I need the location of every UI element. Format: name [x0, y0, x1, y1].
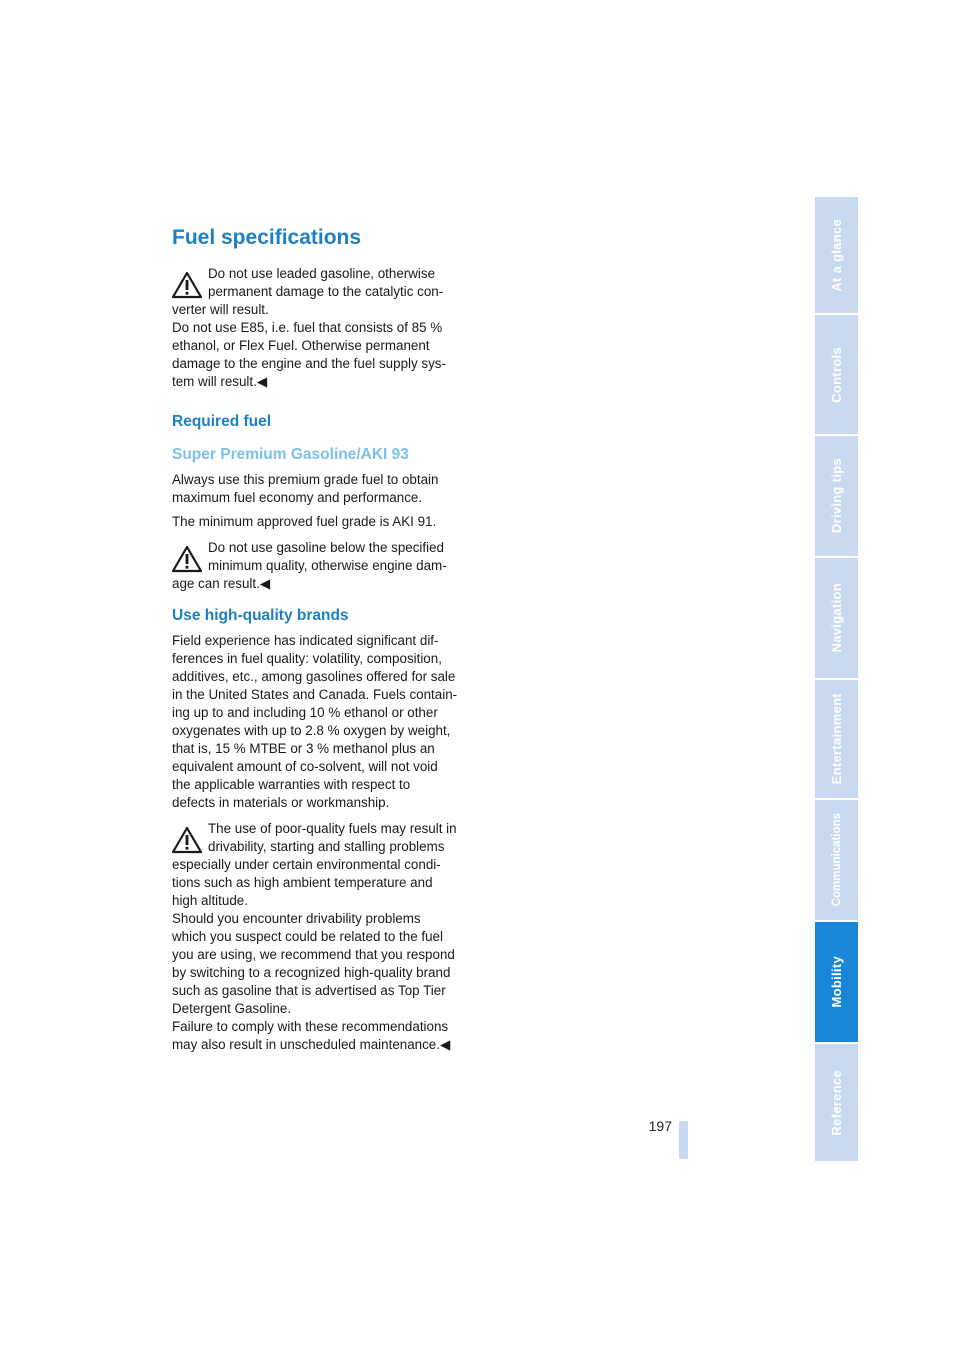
- text-line: equivalent amount of co-solvent, will not void: [172, 759, 438, 775]
- tab-label: Mobility: [829, 956, 844, 1008]
- paragraph: [172, 471, 464, 507]
- warning-block: [172, 265, 464, 391]
- warning-block: [172, 539, 464, 593]
- page-number: 197: [648, 1118, 672, 1134]
- text-line: you are using, we recommend that you respond: [172, 947, 455, 963]
- tab-mobility[interactable]: [815, 922, 858, 1044]
- tab-label: At a glance: [829, 218, 844, 292]
- text-line: Should you encounter drivability problems: [172, 911, 421, 927]
- text-line: that is, 15 % MTBE or 3 % methanol plus an: [172, 741, 435, 757]
- text-line: which you suspect could be related to the fuel: [172, 929, 443, 945]
- text-line: [172, 575, 464, 593]
- text-line: minimum quality, otherwise engine dam-: [208, 558, 447, 574]
- chapter-tabs: [815, 197, 858, 1163]
- end-mark: ◀: [439, 1037, 451, 1053]
- text-line: ing up to and including 10 % ethanol or other: [172, 705, 438, 721]
- text-line: Failure to comply with these recommendations: [172, 1019, 449, 1035]
- text-line: defects in materials or workmanship.: [172, 795, 390, 811]
- text-line: Always use this premium grade fuel to obtain: [172, 472, 439, 488]
- tab-label: Controls: [829, 346, 844, 403]
- text-line: tions such as high ambient temperature and: [172, 875, 433, 891]
- text-line: damage to the engine and the fuel supply sys-: [172, 356, 446, 372]
- tab-label: Communications: [830, 813, 843, 907]
- text-line: oxygenates with up to 2.8 % oxygen by weight,: [172, 723, 451, 739]
- text-line: high altitude.: [172, 893, 248, 909]
- tab-navigation[interactable]: [815, 558, 858, 680]
- text-line: verter will result.: [172, 302, 269, 318]
- text-line: permanent damage to the catalytic con-: [208, 284, 444, 300]
- tab-label: Driving tips: [829, 458, 844, 534]
- text-line: [172, 1036, 464, 1054]
- text-line: Field experience has indicated significant dif-: [172, 633, 439, 649]
- text-line: Do not use gasoline below the specified: [208, 540, 444, 556]
- tab-entertainment[interactable]: [815, 680, 858, 800]
- warning-triangle-icon: [172, 545, 202, 573]
- main-content: [172, 226, 464, 1060]
- text-line: additives, etc., among gasolines offered for sale: [172, 669, 456, 685]
- tab-controls[interactable]: [815, 315, 858, 436]
- text-line: such as gasoline that is advertised as Top Tier: [172, 983, 446, 999]
- section-heading: Required fuel: [172, 413, 272, 431]
- text-line: in the United States and Canada. Fuels contain-: [172, 687, 458, 703]
- end-mark: ◀: [256, 374, 268, 390]
- text-line: maximum fuel economy and performance.: [172, 490, 423, 506]
- text-line: [172, 373, 464, 391]
- text-line: Detergent Gasoline.: [172, 1001, 292, 1017]
- text-fragment: may also result in unscheduled maintenance.: [172, 1037, 440, 1053]
- subsection-heading: Super Premium Gasoline/AKI 93: [172, 446, 409, 464]
- warning-triangle-icon: [172, 271, 202, 299]
- text-fragment: age can result.: [172, 576, 260, 592]
- subsection-heading: Use high-quality brands: [172, 607, 349, 625]
- tab-driving-tips[interactable]: [815, 436, 858, 558]
- paragraph: The minimum approved fuel grade is AKI 91.: [172, 514, 437, 530]
- tab-label: Navigation: [829, 583, 844, 653]
- text-line: Do not use E85, i.e. fuel that consists of 85 %: [172, 320, 443, 336]
- end-mark: ◀: [259, 576, 271, 592]
- page-number-bar: [679, 1121, 688, 1159]
- text-line: especially under certain environmental condi-: [172, 857, 441, 873]
- text-line: drivability, starting and stalling problems: [208, 839, 445, 855]
- tab-communications[interactable]: [815, 800, 858, 922]
- text-line: ferences in fuel quality: volatility, composition,: [172, 651, 442, 667]
- text-line: ethanol, or Flex Fuel. Otherwise permanent: [172, 338, 430, 354]
- tab-reference[interactable]: [815, 1044, 858, 1163]
- text-line: Do not use leaded gasoline, otherwise: [208, 266, 436, 282]
- warning-block: [172, 820, 464, 1054]
- text-line: the applicable warranties with respect to: [172, 777, 411, 793]
- tab-label: Reference: [829, 1069, 844, 1136]
- tab-at-a-glance[interactable]: [815, 197, 858, 315]
- warning-triangle-icon: [172, 826, 202, 854]
- paragraph: [172, 632, 464, 812]
- tab-label: Entertainment: [829, 693, 844, 785]
- text-line: by switching to a recognized high-quality brand: [172, 965, 451, 981]
- text-fragment: tem will result.: [172, 374, 257, 390]
- page-title: Fuel specifications: [172, 226, 362, 249]
- text-line: The use of poor-quality fuels may result in: [208, 821, 457, 837]
